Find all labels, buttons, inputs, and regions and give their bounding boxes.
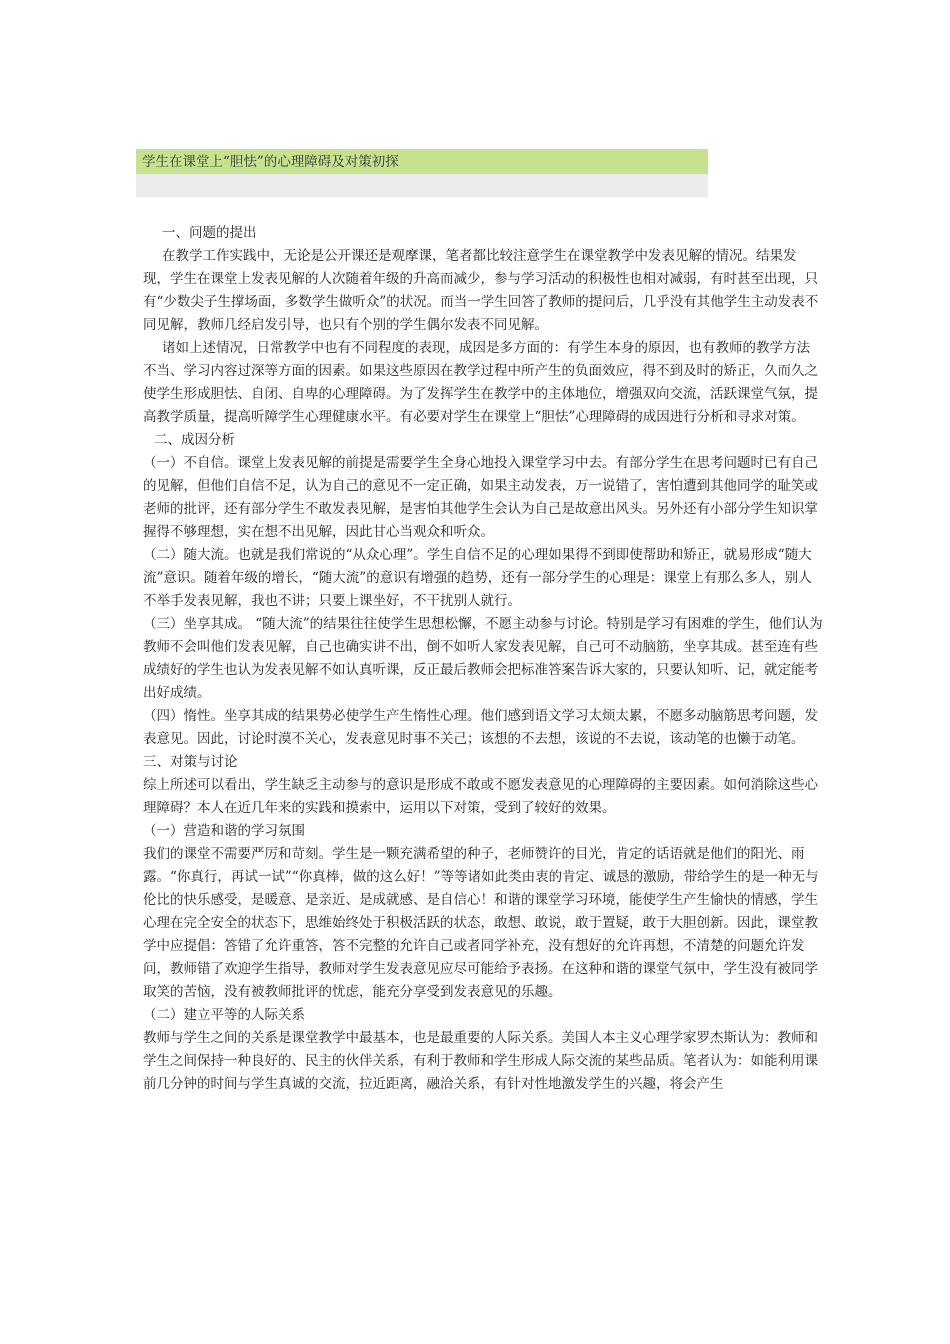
- article-meta-bar: [136, 174, 708, 197]
- body-paragraph: （一）不自信。课堂上发表见解的前提是需要学生全身心地投入课堂学习中去。有部分学生在思考问题时已有自己的见解，但他们自信不足，认为自己的意见不一定正确，如果主动发表，万一说错了，害怕遭到其他同学的耻笑或老师的批评，还有部分学生不敢发表见解，是害怕其他学生会认为自己是故意出风头。另外还有小部分学生知识掌握得不够理想，实在想不出见解，因此甘心当观众和听众。: [143, 455, 818, 540]
- section-heading-3: 三、对策与讨论: [143, 754, 238, 770]
- article-title: 学生在课堂上“胆怯”的心理障碍及对策初探: [142, 154, 399, 170]
- body-paragraph: 教师与学生之间的关系是课堂教学中最基本，也是最重要的人际关系。美国人本主义心理学家罗杰斯认为：教师和学生之间保持一种良好的、民主的伙伴关系，有利于教师和学生形成人际交流的某些品质。笔者认为：如能利用课前几分钟的时间与学生真诚的交流，拉近距离，融洽关系，有针对性地激发学生的兴趣，将会产生: [143, 1030, 818, 1092]
- body-paragraph: 在教学工作实践中，无论是公开课还是观摩课，笔者都比较注意学生在课堂教学中发表见解的情况。结果发现，学生在课堂上发表见解的人次随着年级的升高而减少，参与学习活动的积极性也相对减弱，有时甚至出现，只有“少数尖子生撑场面，多数学生做听众”的状况。而当一学生回答了教师的提问后，几乎没有其他学生主动发表不同见解，教师几经启发引导，也只有个别的学生偶尔发表不同见解。: [143, 248, 819, 333]
- subsection-heading: （一）营造和谐的学习氛围: [143, 823, 305, 839]
- section-heading-2: 二、成因分析: [154, 432, 235, 448]
- section-heading-1: 一、问题的提出: [162, 225, 257, 241]
- body-paragraph: 诸如上述情况，日常教学中也有不同程度的表现，成因是多方面的：有学生本身的原因，也有教师的教学方法不当、学习内容过深等方面的因素。如果这些原因在教学过程中所产生的负面效应，得不到及时的矫正，久而久之使学生形成胆怯、自闭、自卑的心理障碍。为了发挥学生在教学中的主体地位，增强双向交流，活跃课堂气氛，提高教学质量，提高听障学生心理健康水平。有必要对学生在课堂上“胆怯”心理障碍的成因进行分析和寻求对策。: [143, 340, 818, 425]
- body-paragraph: （四）惰性。坐享其成的结果势必使学生产生惰性心理。他们感到语文学习太烦太累，不愿多动脑筋思考问题，发表意见。因此，讨论时漠不关心，发表意见时事不关己；该想的不去想，该说的不去说，该动笔的也懒于动笔。: [143, 708, 818, 747]
- article-title-bar: [136, 149, 708, 174]
- body-paragraph: （三）坐享其成。 “随大流”的结果往往使学生思想松懈，不愿主动参与讨论。特别是学习有困难的学生，他们认为教师不会叫他们发表见解，自己也确实讲不出，倒不如听人家发表见解，自己可不动脑筋，坐享其成。甚至连有些成绩好的学生也认为发表见解不如认真听课，反正最后教师会把标准答案告诉大家的，只要认知听、记，就定能考出好成绩。: [143, 616, 823, 701]
- body-paragraph: 综上所述可以看出，学生缺乏主动参与的意识是形成不敢或不愿发表意见的心理障碍的主要因素。如何消除这些心理障碍？本人在近几年来的实践和摸索中，运用以下对策，受到了较好的效果。: [143, 777, 818, 816]
- body-paragraph: 我们的课堂不需要严厉和苛刻。学生是一颗充满希望的种子，老师赞许的目光，肯定的话语就是他们的阳光、雨露。“你真行，再试一试”“你真棒，做的这么好！”等等诸如此类由衷的肯定、诚恳的激励，带给学生的是一种无与伦比的快乐感受，是暖意、是亲近、是成就感、是自信心！和谐的课堂学习环境，能使学生产生愉快的情感，学生心理在完全安全的状态下，思维始终处于积极活跃的状态，敢想、敢说，敢于置疑，敢于大胆创新。因此，课堂教学中应提倡：答错了允许重答，答不完整的允许自己或者同学补充，没有想好的允许再想，不清楚的问题允许发问，教师错了欢迎学生指导，教师对学生发表意见应尽可能给予表扬。在这种和谐的课堂气氛中，学生没有被同学取笑的苦恼，没有被教师批评的忧虑，能充分享受到发表意见的乐趣。: [143, 846, 819, 1000]
- subsection-heading: （二）建立平等的人际关系: [143, 1007, 305, 1023]
- body-paragraph: （二）随大流。也就是我们常说的“从众心理”。学生自信不足的心理如果得不到即使帮助和矫正，就易形成“随大流”意识。随着年级的增长，“随大流”的意识有增强的趋势，还有一部分学生的心理是：课堂上有那么多人，别人不举手发表见解，我也不讲；只要上课坐好，不干扰别人就行。: [143, 547, 812, 609]
- article-body: [143, 222, 823, 1096]
